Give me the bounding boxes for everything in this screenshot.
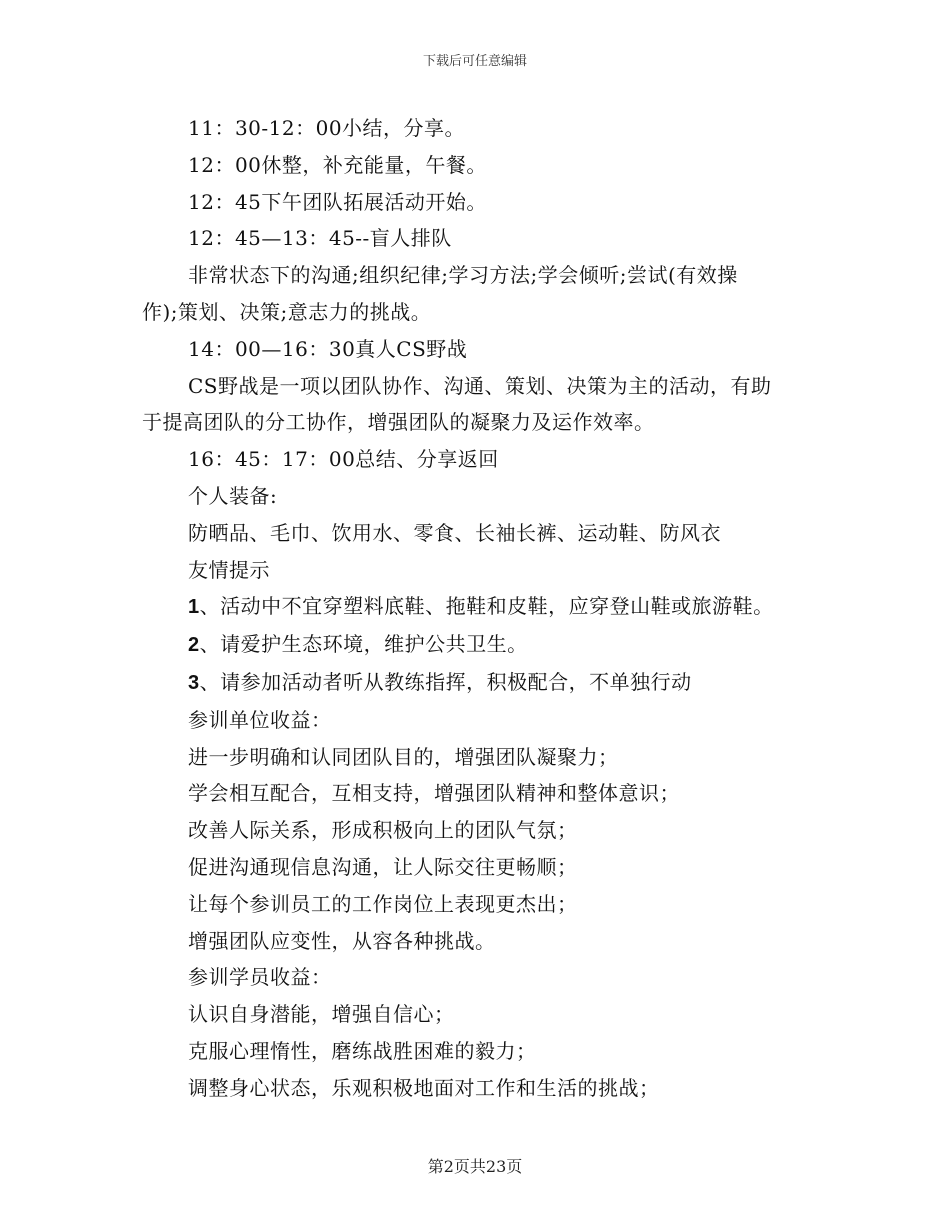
line-text: 学会相互配合，互相支持，增强团队精神和整体意识； bbox=[188, 781, 680, 806]
paragraph-line bbox=[142, 588, 808, 626]
line-text: 个人装备: bbox=[188, 483, 278, 508]
line-text: 克服心理惰性，磨练战胜困难的毅力； bbox=[188, 1038, 537, 1063]
line-text: 于提高团队的分工协作，增强团队的凝聚力及运作效率。 bbox=[142, 410, 655, 435]
list-number: 3 bbox=[188, 671, 200, 694]
paragraph-line bbox=[142, 1033, 808, 1070]
line-text: 防晒品、毛巾、饮用水、零食、长袖长裤、运动鞋、防风衣 bbox=[188, 520, 721, 545]
line-text: 12：00休整，补充能量，午餐。 bbox=[188, 152, 487, 177]
line-text: 调整身心状态，乐观积极地面对工作和生活的挑战； bbox=[188, 1075, 660, 1100]
line-text: 16：45：17：00总结、分享返回 bbox=[188, 447, 499, 472]
page-number: 第2页共23页 bbox=[427, 1157, 523, 1176]
paragraph-line bbox=[142, 923, 808, 960]
paragraph-line bbox=[142, 110, 808, 147]
paragraph-line bbox=[142, 552, 808, 589]
line-text: 友情提示 bbox=[188, 557, 270, 582]
paragraph-line bbox=[142, 702, 808, 739]
line-text: 进一步明确和认同团队目的，增强团队凝聚力； bbox=[188, 744, 619, 769]
line-text: 参训学员收益： bbox=[188, 965, 332, 990]
paragraph-line bbox=[142, 996, 808, 1033]
line-text: 作);策划、决策;意志力的挑战。 bbox=[142, 299, 432, 324]
line-text: 14：00—16：30真人CS野战 bbox=[188, 336, 468, 361]
line-text: 促进沟通现信息沟通，让人际交往更畅顺； bbox=[188, 854, 578, 879]
paragraph-line bbox=[142, 664, 808, 702]
paragraph-line bbox=[142, 220, 808, 257]
paragraph-line bbox=[142, 257, 808, 294]
line-text: 12：45—13：45--盲人排队 bbox=[188, 226, 452, 251]
paragraph-line bbox=[142, 812, 808, 849]
paragraph-line bbox=[142, 626, 808, 664]
page-header: 下载后可任意编辑 bbox=[422, 54, 527, 69]
line-text: 12：45下午团队拓展活动开始。 bbox=[188, 189, 487, 214]
line-text: 让每个参训员工的工作岗位上表现更杰出； bbox=[188, 891, 578, 916]
list-number: 1 bbox=[188, 596, 200, 619]
document-body bbox=[142, 110, 808, 1107]
paragraph-line bbox=[142, 147, 808, 184]
paragraph-line bbox=[142, 441, 808, 478]
paragraph-line bbox=[142, 886, 808, 923]
paragraph-line bbox=[142, 478, 808, 515]
paragraph-line bbox=[142, 184, 808, 221]
line-text: 、活动中不宜穿塑料底鞋、拖鞋和皮鞋，应穿登山鞋或旅游鞋。 bbox=[199, 594, 774, 619]
line-text: 认识自身潜能，增强自信心； bbox=[188, 1002, 455, 1027]
list-number: 2 bbox=[188, 634, 200, 657]
paragraph-line bbox=[142, 959, 808, 996]
line-text: 、请参加活动者听从教练指挥，积极配合，不单独行动 bbox=[199, 669, 692, 694]
paragraph-line bbox=[142, 739, 808, 776]
line-text: 、请爱护生态环境，维护公共卫生。 bbox=[199, 632, 528, 657]
paragraph-line bbox=[142, 368, 808, 405]
line-text: 11：30-12：00小结，分享。 bbox=[188, 116, 466, 140]
paragraph-line bbox=[142, 775, 808, 812]
line-text: 非常状态下的沟通;组织纪律;学习方法;学会倾听;尝试(有效操 bbox=[188, 263, 738, 288]
paragraph-line bbox=[142, 331, 808, 368]
line-text: 增强团队应变性，从容各种挑战。 bbox=[188, 928, 496, 953]
line-text: 参训单位收益： bbox=[188, 707, 332, 732]
line-text: CS野战是一项以团队协作、沟通、策划、决策为主的活动，有助 bbox=[188, 373, 772, 398]
paragraph-line bbox=[142, 294, 808, 331]
paragraph-line bbox=[142, 404, 808, 441]
line-text: 改善人际关系，形成积极向上的团队气氛； bbox=[188, 818, 578, 843]
paragraph-line bbox=[142, 515, 808, 552]
paragraph-line bbox=[142, 849, 808, 886]
paragraph-line bbox=[142, 1070, 808, 1107]
